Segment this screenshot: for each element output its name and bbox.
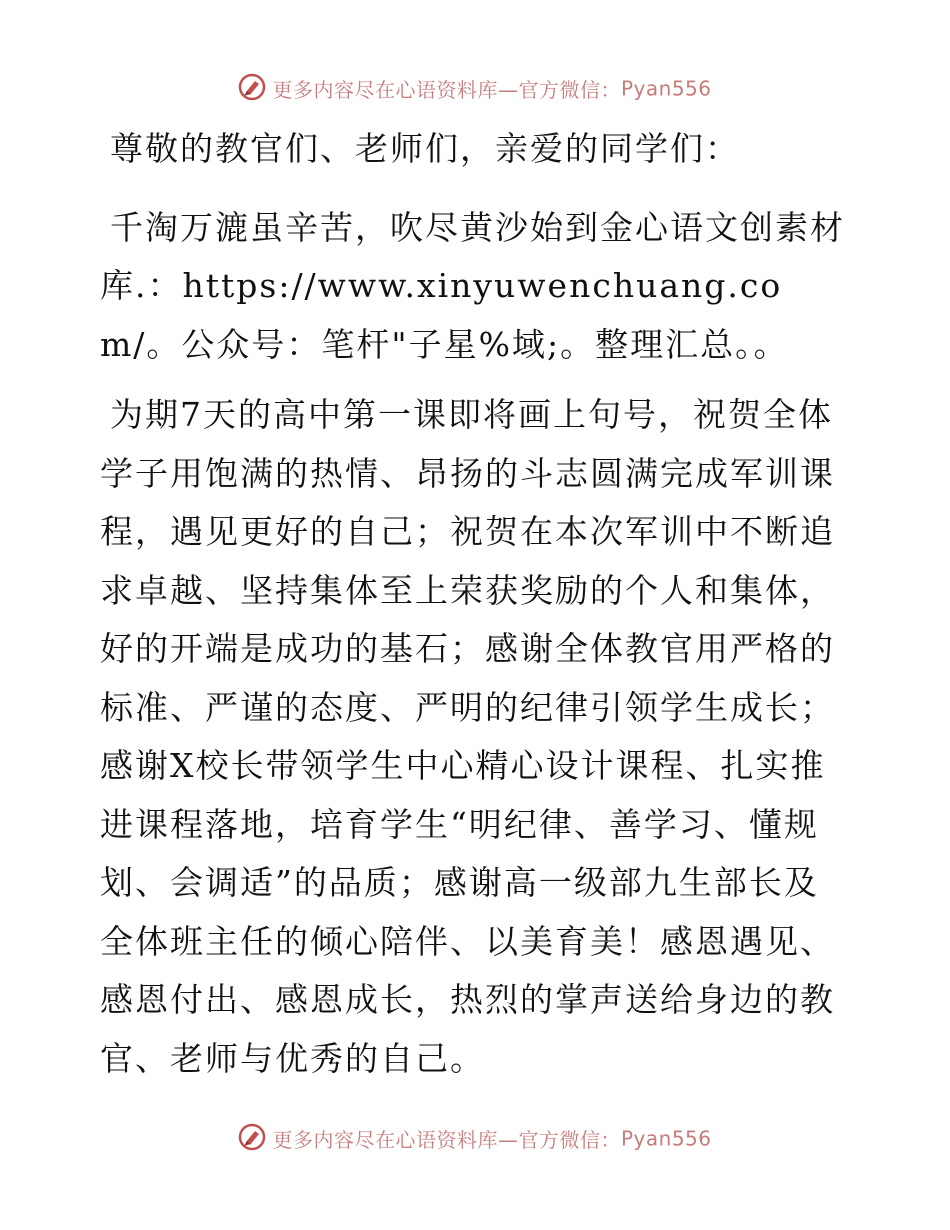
watermark-wechat-id: Pyan556 — [620, 1126, 712, 1151]
paragraph-source-notice: 千淘万漉虽辛苦，吹尽黄沙始到金心语文创素材库.：https://www.xinyuwenchuang.com/。公众号：笔杆"子星%域;。整理汇总。。 — [100, 207, 845, 364]
paragraph-speech-body: 为期7天的高中第一课即将画上句号，祝贺全体学子用饱满的热情、昂扬的斗志圆满完成军训课程，遇见更好的自己；祝贺在本次军训中不断追求卓越、坚持集体至上荣获奖励的个人和集体，好的开端是成功的基石；感谢全体教官用严格的标准、严谨的态度、严明的纪律引领学生成长；感谢X校长带领学生中心精心设计课程、扎实推进课程落地，培育学生“明纪律、善学习、懂规划、会调适”的品质；感谢高一级部九生部长及全体班主任的倾心陪伴、以美育美！感恩遇见、感恩付出、感恩成长，热烈的掌声送给身边的教官、老师与优秀的自己。 — [100, 395, 835, 1078]
salutation: 尊敬的教官们、老师们，亲爱的同学们： — [110, 129, 740, 168]
pen-seal-icon — [238, 1123, 266, 1151]
header-watermark — [0, 74, 950, 103]
document-body — [100, 120, 850, 1100]
footer-watermark — [0, 1124, 950, 1153]
watermark-wechat-id: Pyan556 — [620, 76, 712, 101]
watermark-text: 更多内容尽在心语资料库—官方微信： — [272, 78, 621, 102]
pen-seal-icon — [238, 73, 266, 101]
watermark-text: 更多内容尽在心语资料库—官方微信： — [272, 1128, 621, 1152]
